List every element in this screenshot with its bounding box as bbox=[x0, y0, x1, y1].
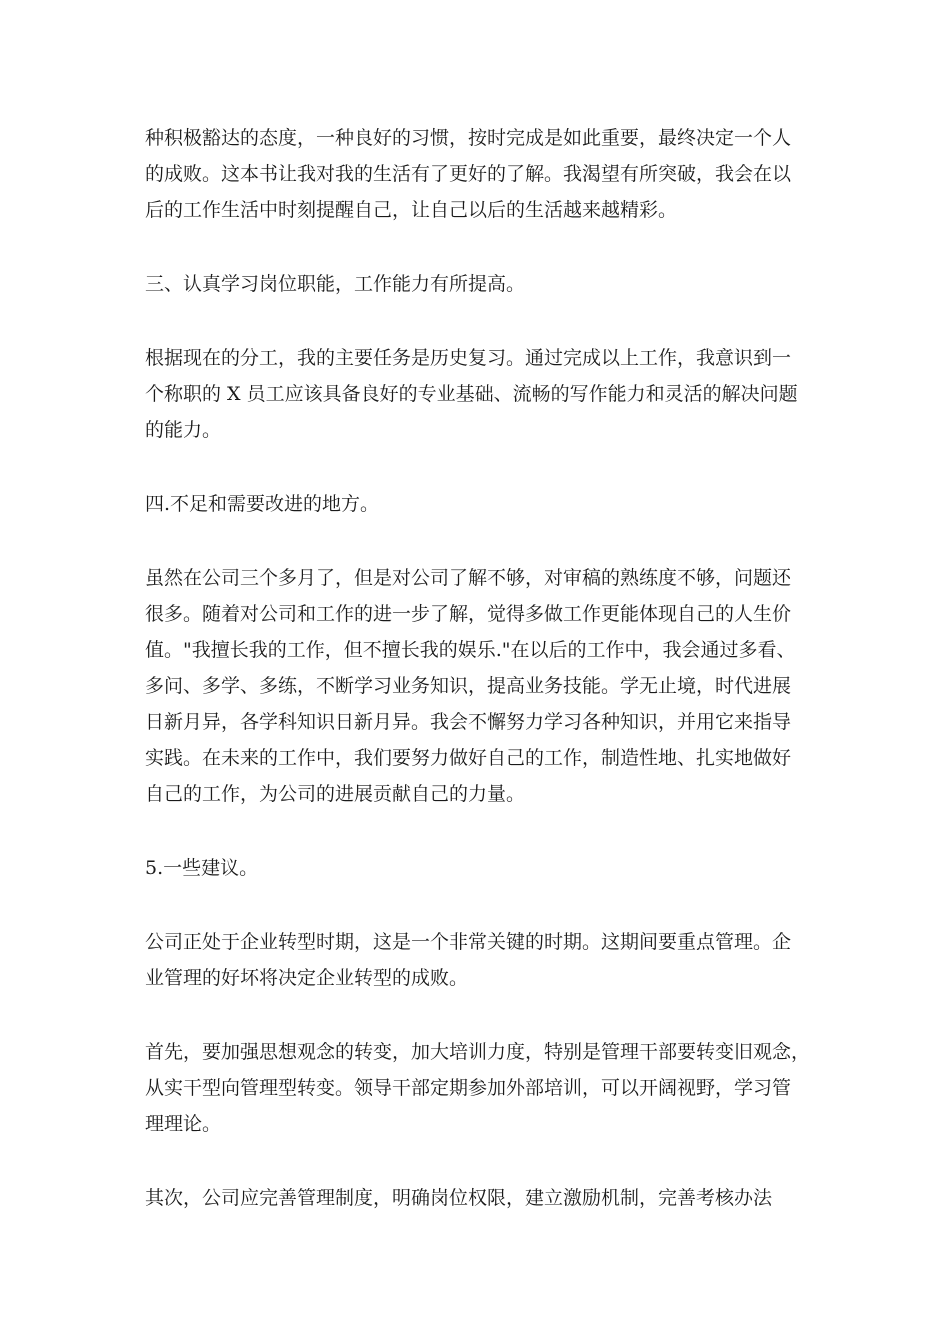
section-heading-5 bbox=[145, 850, 805, 886]
text-line: 后的工作生活中时刻提醒自己，让自己以后的生活越来越精彩。 bbox=[145, 199, 678, 221]
heading-line: 四.不足和需要改进的地方。 bbox=[145, 493, 380, 515]
heading-line: 5.一些建议。 bbox=[145, 857, 259, 879]
text-line: 其次，公司应完善管理制度，明确岗位权限，建立激励机制，完善考核办法 bbox=[145, 1187, 773, 1209]
section-heading-4 bbox=[145, 486, 805, 522]
document-body bbox=[145, 120, 811, 1254]
text-line: 的能力。 bbox=[145, 419, 222, 441]
text-line: 日新月异，各学科知识日新月异。我会不懈努力学习各种知识，并用它来指导 bbox=[145, 711, 792, 733]
paragraph-transition bbox=[145, 924, 805, 996]
paragraph-attitude bbox=[145, 120, 805, 228]
text-line: 种积极豁达的态度，一种良好的习惯，按时完成是如此重要，最终决定一个人 bbox=[145, 127, 792, 149]
text-line: 理理论。 bbox=[145, 1113, 222, 1135]
text-line: 业管理的好坏将决定企业转型的成败。 bbox=[145, 967, 469, 989]
text-line: 实践。在未来的工作中，我们要努力做好自己的工作，制造性地、扎实地做好 bbox=[145, 747, 792, 769]
paragraph-duties bbox=[145, 340, 805, 448]
text-line: 根据现在的分工，我的主要任务是历史复习。通过完成以上工作，我意识到一 bbox=[145, 347, 792, 369]
text-line: 自己的工作，为公司的进展贡献自己的力量。 bbox=[145, 783, 526, 805]
heading-line: 三、认真学习岗位职能，工作能力有所提高。 bbox=[145, 273, 526, 295]
text-line: 公司正处于企业转型时期，这是一个非常关键的时期。这期间要重点管理。企 bbox=[145, 931, 792, 953]
paragraph-second bbox=[145, 1180, 805, 1216]
text-line: 值。"我擅长我的工作，但不擅长我的娱乐."在以后的工作中，我会通过多看、 bbox=[145, 639, 796, 661]
text-line: 首先，要加强思想观念的转变，加大培训力度，特别是管理干部要转变旧观念， bbox=[145, 1041, 811, 1063]
paragraph-shortcomings bbox=[145, 560, 805, 812]
section-heading-3 bbox=[145, 266, 805, 302]
text-line: 从实干型向管理型转变。领导干部定期参加外部培训，可以开阔视野，学习管 bbox=[145, 1077, 792, 1099]
text-line: 很多。随着对公司和工作的进一步了解，觉得多做工作更能体现自己的人生价 bbox=[145, 603, 792, 625]
text-line: 个称职的 X 员工应该具备良好的专业基础、流畅的写作能力和灵活的解决问题 bbox=[145, 383, 798, 405]
text-line: 的成败。这本书让我对我的生活有了更好的了解。我渴望有所突破，我会在以 bbox=[145, 163, 792, 185]
text-line: 多问、多学、多练，不断学习业务知识，提高业务技能。学无止境，时代进展 bbox=[145, 675, 792, 697]
paragraph-first bbox=[145, 1034, 811, 1142]
text-line: 虽然在公司三个多月了，但是对公司了解不够，对审稿的熟练度不够，问题还 bbox=[145, 567, 792, 589]
